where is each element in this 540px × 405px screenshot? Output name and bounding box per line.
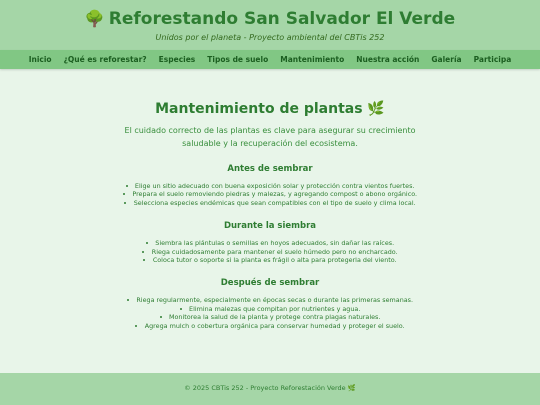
site-subtitle: Unidos por el planeta - Proyecto ambiental del CBTis 252 — [155, 33, 385, 42]
tips-list-despues — [0, 296, 540, 330]
list-item: • Agrega mulch o cobertura orgánica para conservar humedad y proteger el suelo. — [0, 322, 540, 330]
list-item: • Siembra las plántulas o semillas en hoyos adecuados, sin dañar las raíces. — [0, 239, 540, 247]
nav-item-galeria[interactable]: Galería — [431, 55, 462, 64]
list-item: • Elige un sitio adecuado con buena exposición solar y protección contra vientos fuertes. — [0, 182, 540, 190]
main-nav — [0, 50, 540, 69]
site-title — [0, 8, 540, 30]
footer-text: © 2025 CBTis 252 - Proyecto Reforestación Verde 🌿 — [184, 384, 356, 392]
section-title-durante: Durante la siembra — [223, 221, 317, 232]
list-item: • Monitorea la salud de la planta y protege contra plagas naturales. — [0, 313, 540, 321]
site-header — [0, 0, 540, 50]
tips-list-antes — [0, 182, 540, 207]
nav-item-participa[interactable]: Participa — [473, 55, 512, 64]
site-footer — [0, 373, 540, 405]
main-content — [0, 69, 540, 330]
list-item: • Selecciona especies endémicas que sean compatibles con el tipo de suelo y clima local. — [0, 199, 540, 207]
section-title-despues: Después de sembrar — [220, 278, 320, 289]
nav-item-que-es-reforestar[interactable]: ¿Qué es reforestar? — [63, 55, 147, 64]
nav-item-tipos-de-suelo[interactable]: Tipos de suelo — [207, 55, 269, 64]
nav-item-mantenimiento[interactable]: Mantenimiento — [280, 55, 345, 64]
page-title: Mantenimiento de plantas 🌿 — [155, 101, 385, 117]
nav-item-especies[interactable]: Especies — [158, 55, 196, 64]
nav-item-nuestra-accion[interactable]: Nuestra acción — [356, 55, 420, 64]
tree-icon: 🌳 — [84, 9, 105, 28]
list-item: • Elimina malezas que compitan por nutrientes y agua. — [0, 305, 540, 313]
list-item: • Riega cuidadosamente para mantener el suelo húmedo pero no encharcado. — [0, 248, 540, 256]
tips-list-durante — [0, 239, 540, 264]
list-item: • Riega regularmente, especialmente en épocas secas o durante las primeras semanas. — [0, 296, 540, 304]
list-item: • Prepara el suelo removiendo piedras y malezas, y agregando compost o abono orgánico. — [0, 190, 540, 198]
list-item: • Coloca tutor o soporte si la planta es frágil o alta para protegerla del viento. — [0, 256, 540, 264]
intro-text: El cuidado correcto de las plantas es clave para asegurar su crecimiento saludable y la recuperación del ecosistema. — [124, 126, 416, 148]
section-title-antes: Antes de sembrar — [227, 164, 313, 174]
nav-item-inicio[interactable]: Inicio — [28, 55, 52, 64]
site-title-text: Reforestando San Salvador El Verde — [108, 9, 456, 29]
